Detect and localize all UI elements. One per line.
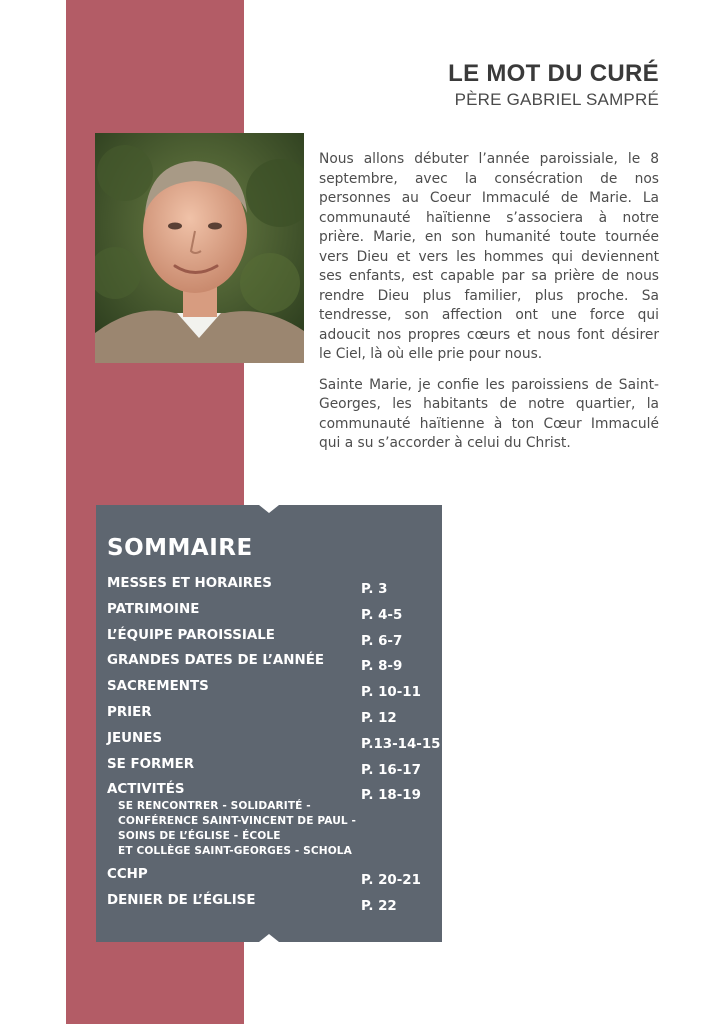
toc-entry xyxy=(107,679,437,705)
toc-entry xyxy=(107,893,437,919)
toc-entry-label: DENIER DE L’ÉGLISE xyxy=(107,893,256,909)
priest-portrait-photo xyxy=(95,133,304,363)
toc-entry-page: P. 10-11 xyxy=(361,685,421,701)
toc-entry xyxy=(107,705,437,731)
toc-entry-page: P. 4-5 xyxy=(361,607,403,623)
toc-entry-page: P.13-14-15 xyxy=(361,736,441,752)
toc-entry-page: P. 12 xyxy=(361,710,397,726)
toc-entry-page: P. 18-19 xyxy=(361,788,421,804)
article-paragraph: Nous allons débuter l’année paroissiale, le 8 septembre, avec la consécration de nos personnes au Coeur Immaculé de Marie. La communauté haïtienne s’associera à notre prière. Marie, en son humanité toute tournée vers Dieu et vers les hommes qui deviennent ses enfants, est capable par sa prière de nous rendre Dieu plus familier, plus proche. Sa tendresse, son affection ont une force qui adoucit nos propres cœurs et nous font désirer le Ciel, là où elle prie pour nous. xyxy=(319,151,659,362)
toc-subtopic-line: SOINS DE L’ÉGLISE - ÉCOLE xyxy=(118,830,281,843)
toc-entry xyxy=(107,576,437,602)
toc-entry-page: P. 22 xyxy=(361,899,397,915)
toc-entry-label: PRIER xyxy=(107,704,152,720)
toc-entry xyxy=(107,602,437,628)
table-of-contents xyxy=(96,505,442,942)
toc-entry-page: P. 16-17 xyxy=(361,762,421,778)
article-paragraph: Sainte Marie, je confie les paroissiens de Saint-Georges, les habitants de notre quartier, la communauté haïtienne à ton Cœur Immaculé qui a su s’accorder à celui du Christ. xyxy=(319,376,659,451)
toc-entry-label: PATRIMOINE xyxy=(107,601,200,617)
toc-entry-label: MESSES ET HORAIRES xyxy=(107,576,272,591)
toc-entry xyxy=(107,867,437,893)
toc-entry-label: L’ÉQUIPE PAROISSIALE xyxy=(107,627,275,643)
toc-entry-page: P. 6-7 xyxy=(361,633,403,649)
toc-entry-label: SACREMENTS xyxy=(107,679,209,695)
toc-entry xyxy=(107,730,441,757)
toc-entry-label: CCHP xyxy=(107,867,148,883)
toc-subtopic-line: ET COLLÈGE SAINT-GEORGES - SCHOLA xyxy=(118,845,352,858)
toc-entry-label: GRANDES DATES DE L’ANNÉE xyxy=(107,653,324,669)
toc-entry-page: P. 3 xyxy=(361,582,388,597)
toc-subtopic-line: SE RENCONTRER - SOLIDARITÉ - xyxy=(118,800,311,813)
toc-entry xyxy=(107,782,437,867)
toc-subtopic-line: CONFÉRENCE SAINT-VINCENT DE PAUL - xyxy=(118,815,357,828)
page-title: LE MOT DU CURÉ xyxy=(448,60,659,87)
toc-entry-label: SE FORMER xyxy=(107,756,195,772)
article-heading xyxy=(448,60,659,110)
toc-entry-label: ACTIVITÉS xyxy=(107,782,185,798)
toc-entry xyxy=(107,628,437,654)
article-body xyxy=(319,150,659,454)
author-name: PÈRE GABRIEL SAMPRÉ xyxy=(454,90,659,109)
toc-entry-subtopics xyxy=(118,799,368,859)
toc-entry-label: JEUNES xyxy=(107,730,163,746)
toc-entry-page: P. 8-9 xyxy=(361,659,403,675)
toc-entry-page: P. 20-21 xyxy=(361,873,421,889)
toc-entry xyxy=(107,757,437,783)
toc-title: SOMMAIRE xyxy=(107,535,253,561)
toc-entry xyxy=(107,653,437,679)
